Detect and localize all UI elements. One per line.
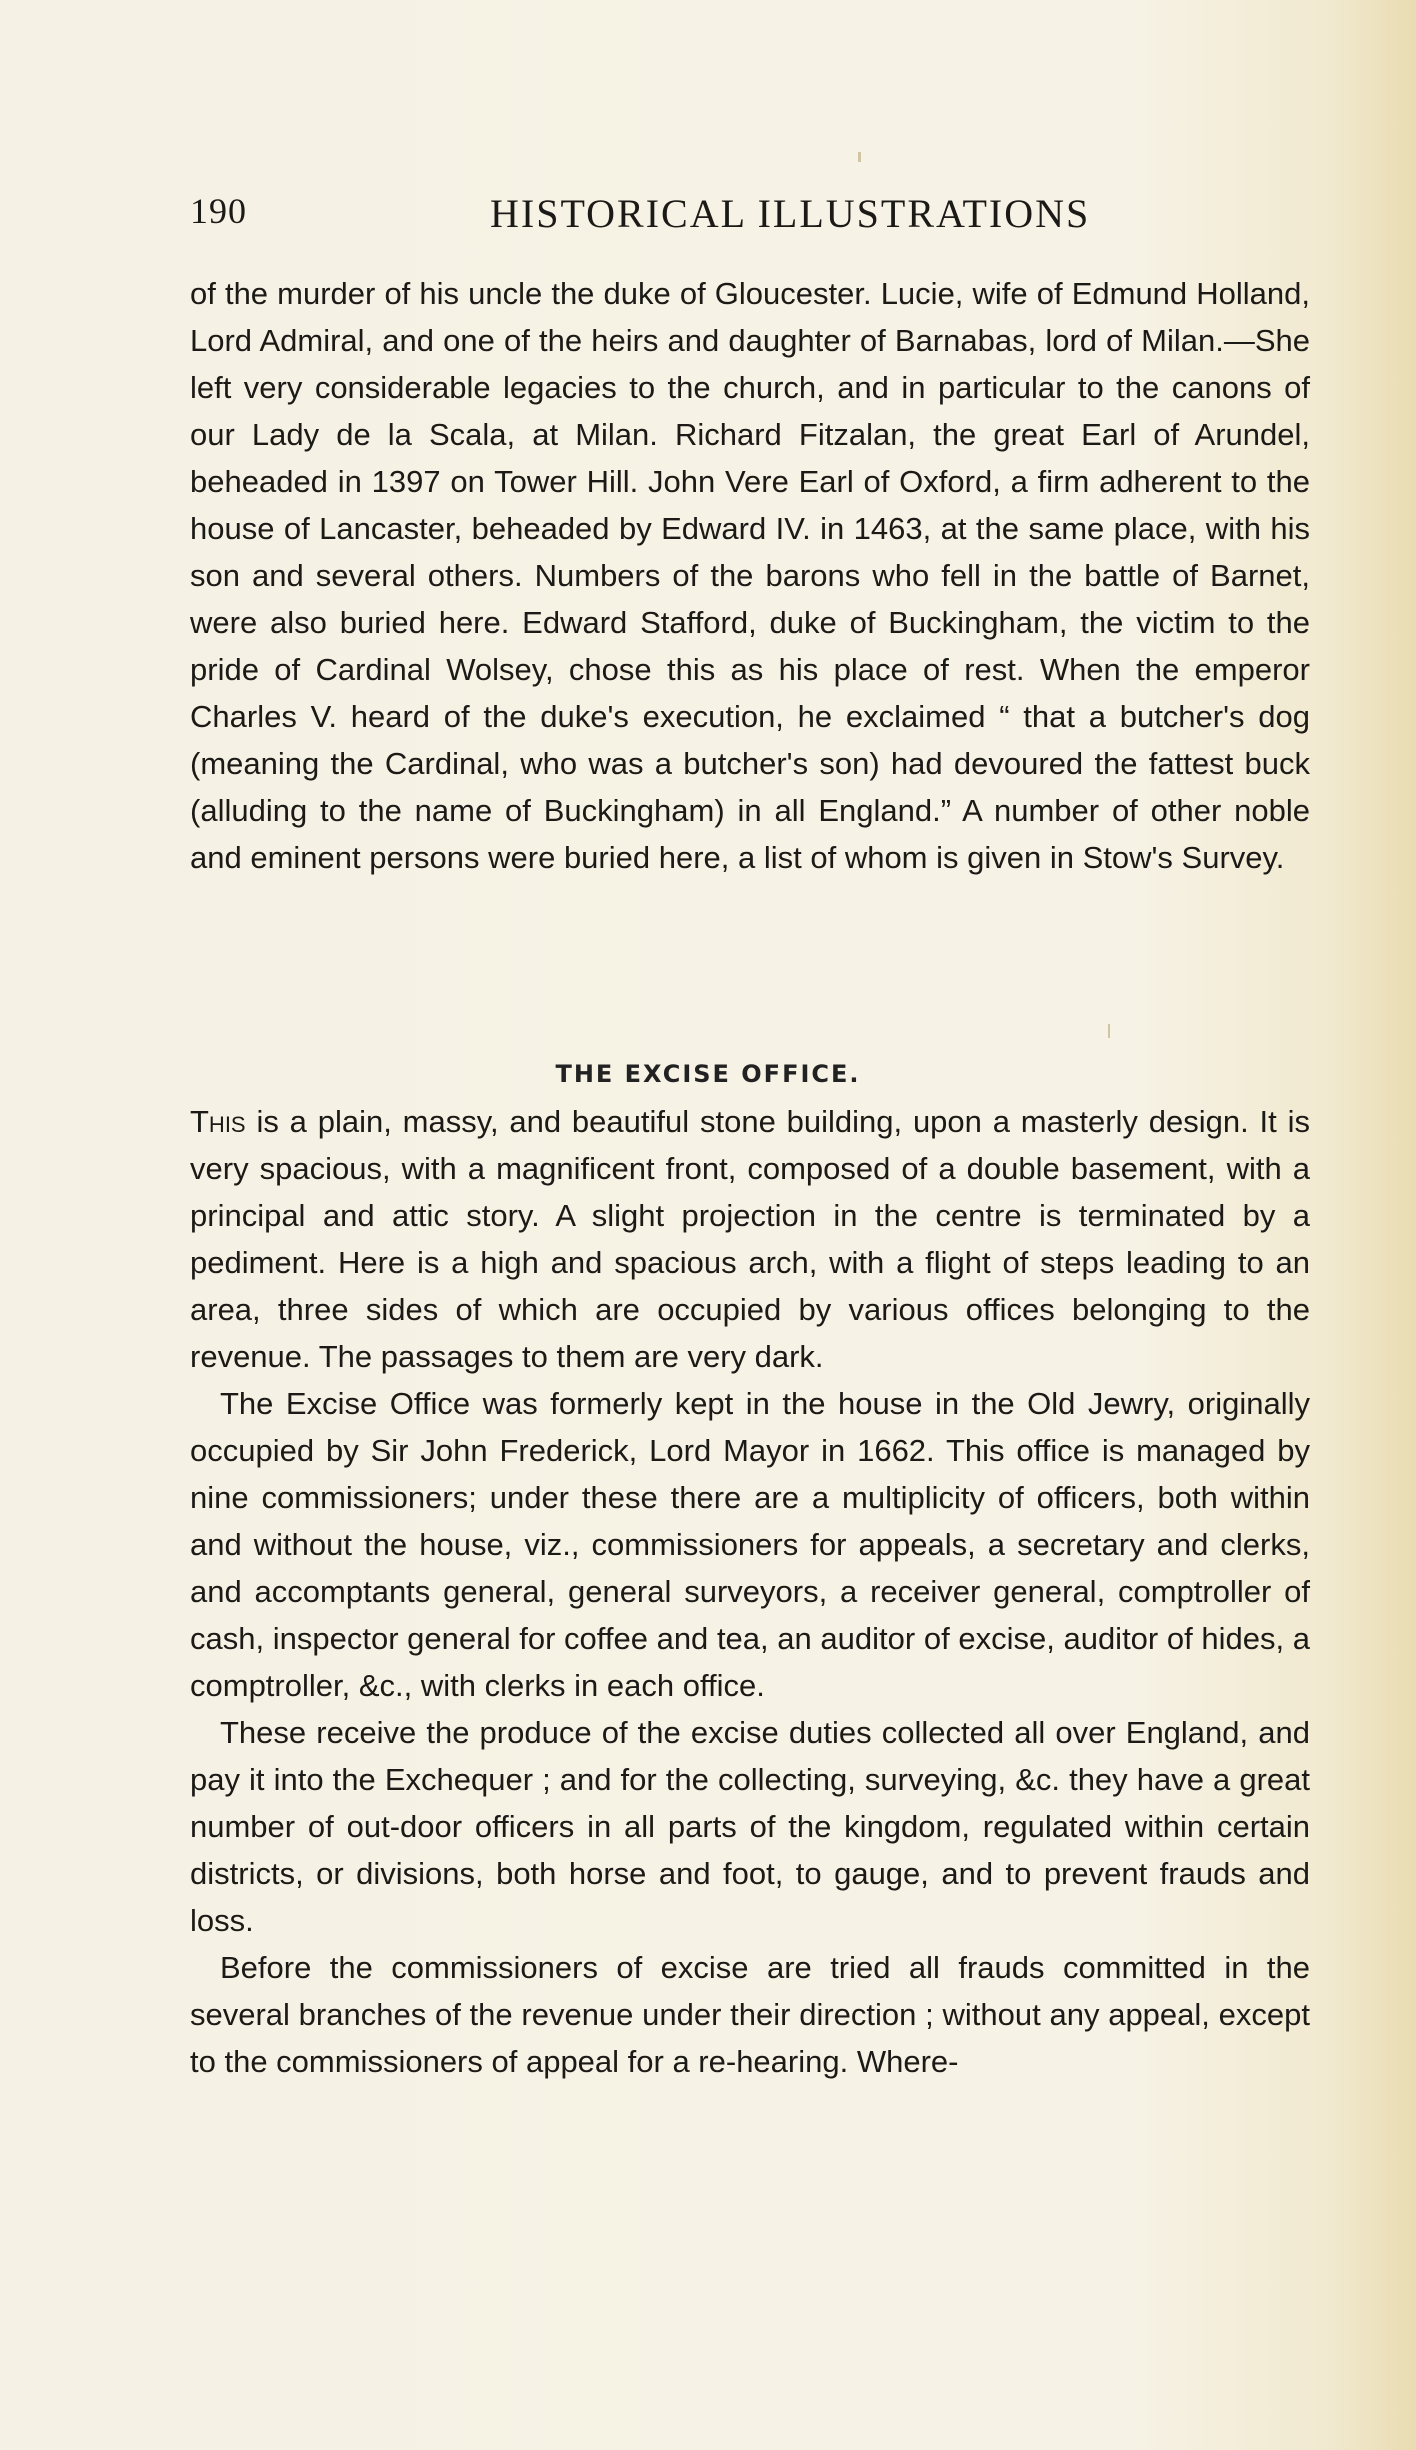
paragraph-excise-frauds: Before the commissioners of excise are tried all frauds committed in the several branches of the revenue under their direction ; without any appeal, except to the commissioners of appeal for a re-hearing. Where- — [190, 1950, 1310, 2079]
lead-word: This — [190, 1104, 246, 1139]
running-title: HISTORICAL ILLUSTRATIONS — [490, 191, 1091, 236]
paper-speck — [1108, 1024, 1110, 1038]
page-number: 190 — [190, 191, 247, 231]
text-block-continuation — [190, 270, 1310, 881]
section-heading: THE EXCISE OFFICE. — [555, 1060, 861, 1088]
paragraph-excise-description — [190, 1098, 1310, 1380]
paper-speck — [858, 152, 861, 162]
paragraph-excise-history: The Excise Office was formerly kept in the house in the Old Jewry, originally occupied by Sir John Frederick, Lord Mayor in 1662. This office is managed by nine commissioners; under these there are a multiplicity of officers, both within and without the house, viz., commissioners for appeals, a secretary and clerks, and accomptants general, general surveyors, a receiver general, comptroller of cash, inspector general for coffee and tea, an auditor of excise, auditor of hides, a comptroller, &c., with clerks in each office. — [190, 1386, 1310, 1703]
paragraph-continuation: of the murder of his uncle the duke of Gloucester. Lucie, wife of Edmund Holland, Lord Admiral, and one of the heirs and daughter of Barnabas, lord of Milan.—She left very considerable legacies to the church, and in particular to the canons of our Lady de la Scala, at Milan. Richard Fitzalan, the great Earl of Arundel, beheaded in 1397 on Tower Hill. John Vere Earl of Oxford, a firm adherent to the house of Lancaster, beheaded by Edward IV. in 1463, at the same place, with his son and several others. Numbers of the barons who fell in the battle of Barnet, were also buried here. Edward Stafford, duke of Buckingham, the victim to the pride of Cardinal Wolsey, chose this as his place of rest. When the emperor Charles V. heard of the duke's execution, he exclaimed “ that a butcher's dog (meaning the Cardinal, who was a butcher's son) had devoured the fattest buck (alluding to the name of Buckingham) in all England.” A number of other noble and eminent persons were buried here, a list of whom is given in Stow's Survey. — [190, 276, 1310, 875]
paragraph-excise-revenue: These receive the produce of the excise duties collected all over England, and pay it into the Exchequer ; and for the collecting, surveying, &c. they have a great number of out-door officers in all parts of the kingdom, regulated within certain districts, or divisions, both horse and foot, to gauge, and to prevent frauds and loss. — [190, 1715, 1310, 1938]
text-block-excise-office — [190, 1098, 1310, 2085]
paragraph-text: is a plain, massy, and beautiful stone building, upon a masterly design. It is very spacious, with a magnificent front, composed of a double basement, with a principal and attic story. A slight projection in the centre is terminated by a pediment. Here is a high and spacious arch, with a flight of steps leading to an area, three sides of which are occupied by various offices belonging to the revenue. The passages to them are very dark. — [190, 1104, 1310, 1374]
page-header — [190, 190, 1310, 240]
